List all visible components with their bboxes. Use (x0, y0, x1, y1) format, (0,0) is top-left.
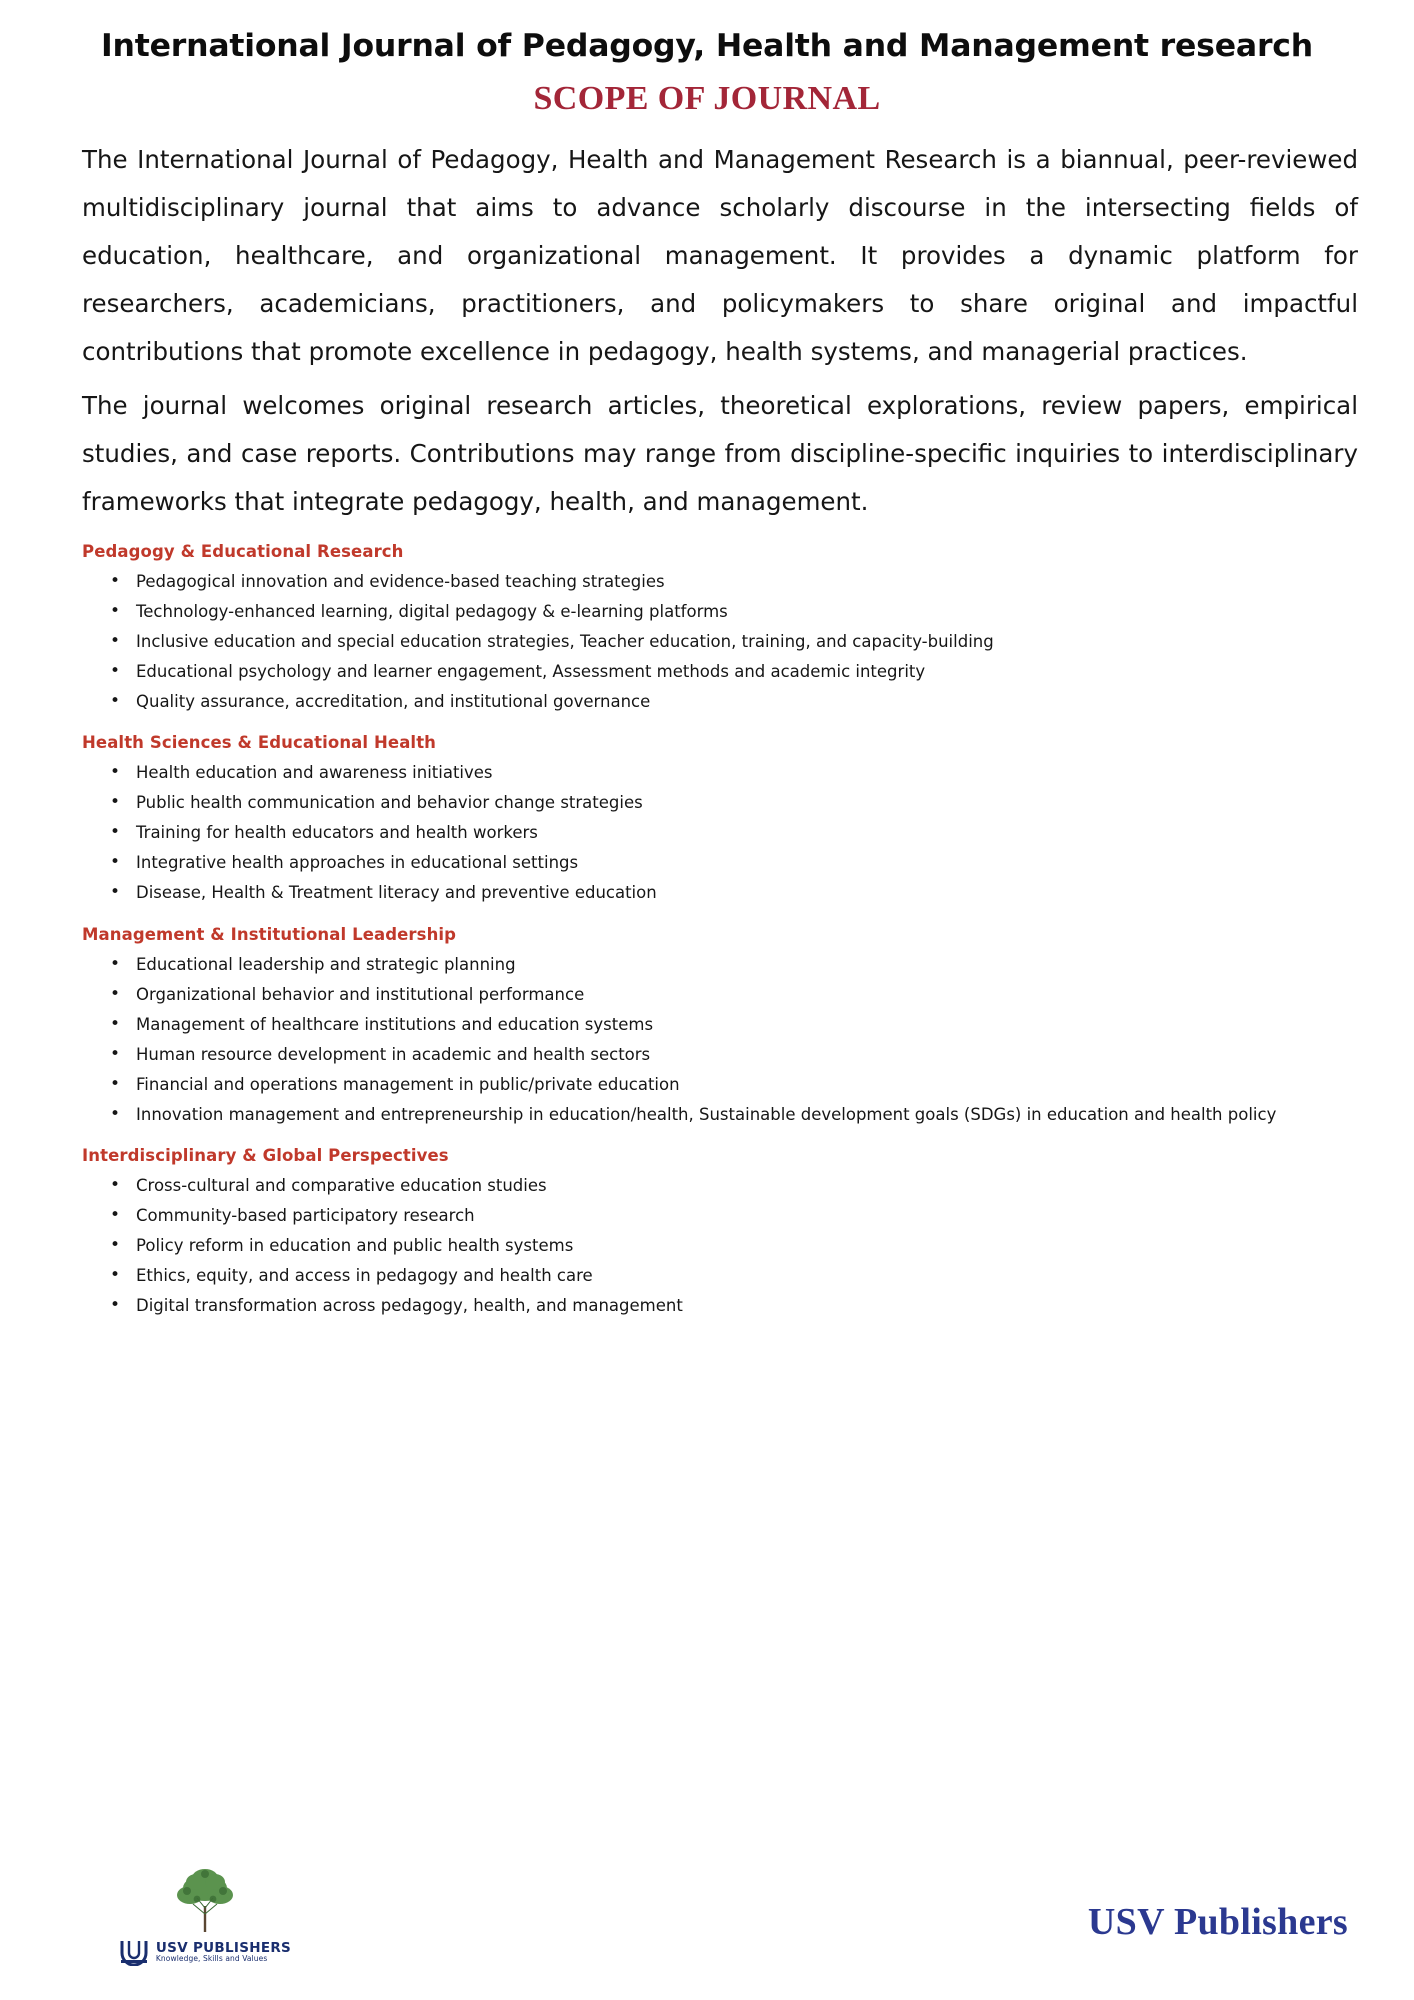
topic-list-interdisciplinary (48, 1171, 1366, 1321)
list-item: • Inclusive education and special education strategies, Teacher education, training, and capacity-building (134, 627, 1326, 657)
list-item: • Financial and operations management in public/private education (134, 1070, 1326, 1100)
list-item: • Organizational behavior and institutional performance (134, 980, 1326, 1010)
list-item: • Human resource development in academic and health sectors (134, 1040, 1326, 1070)
list-item: • Cross-cultural and comparative education studies (134, 1171, 1326, 1201)
section-heading-management: Management & Institutional Leadership (82, 924, 457, 944)
list-item: • Integrative health approaches in educational settings (134, 848, 1326, 878)
topic-list-management (48, 950, 1366, 1130)
list-item: • Pedagogical innovation and evidence-based teaching strategies (134, 567, 1326, 597)
publisher-logo-tagline: Knowledge, Skills and Values (155, 1954, 268, 1964)
list-item: • Health education and awareness initiatives (134, 758, 1326, 788)
list-item: • Training for health educators and health workers (134, 818, 1326, 848)
topic-list-pedagogy (48, 567, 1366, 717)
page-title: SCOPE OF JOURNAL (533, 80, 881, 118)
section-heading-interdisciplinary: Interdisciplinary & Global Perspectives (82, 1145, 449, 1165)
intro-paragraph-2: The journal welcomes original research articles, theoretical explorations, review papers, empirical studies, and case reports. Contributions may range from discipline-specific inquiries to interdisciplinary frameworks that integrate pedagogy, health, and management. (82, 391, 1358, 517)
list-item: • Innovation management and entrepreneurship in education/health, Sustainable development goals (SDGs) in education and health policy (134, 1100, 1326, 1130)
list-item: • Policy reform in education and public health systems (134, 1231, 1326, 1261)
publisher-logo (110, 1862, 300, 1966)
topic-list-health (48, 758, 1366, 908)
list-item: • Disease, Health & Treatment literacy and preventive education (134, 878, 1326, 908)
section-heading-pedagogy: Pedagogy & Educational Research (82, 542, 404, 562)
list-item: • Educational psychology and learner engagement, Assessment methods and academic integrity (134, 657, 1326, 687)
publisher-wordmark: USV Publishers (1087, 1901, 1348, 1943)
list-item: • Quality assurance, accreditation, and institutional governance (134, 687, 1326, 717)
list-item: • Technology-enhanced learning, digital pedagogy & e-learning platforms (134, 597, 1326, 627)
list-item: • Digital transformation across pedagogy, health, and management (134, 1291, 1326, 1321)
intro-paragraph-1: The International Journal of Pedagogy, Health and Management Research is a biannual, peer-reviewed multidisciplinary journal that aims to advance scholarly discourse in the intersecting fields of education, healthcare, and organizational management. It provides a dynamic platform for researchers, academicians, practitioners, and policymakers to share original and impactful contributions that promote excellence in pedagogy, health systems, and managerial practices. (82, 145, 1358, 367)
section-heading-health: Health Sciences & Educational Health (82, 733, 437, 753)
list-item: • Ethics, equity, and access in pedagogy and health care (134, 1261, 1326, 1291)
list-item: • Educational leadership and strategic planning (134, 950, 1326, 980)
journal-title: International Journal of Pedagogy, Health and Management research (101, 28, 1313, 64)
tree-icon (163, 1862, 247, 1936)
list-item: • Management of healthcare institutions and education systems (134, 1010, 1326, 1040)
page-footer (0, 1836, 1414, 1966)
usv-monogram-icon (119, 1938, 149, 1966)
usv-logo-mark (110, 1938, 300, 1966)
list-item: • Community-based participatory research (134, 1201, 1326, 1231)
publisher-logo-name: USV PUBLISHERS (155, 1939, 292, 1956)
list-item: • Public health communication and behavior change strategies (134, 788, 1326, 818)
